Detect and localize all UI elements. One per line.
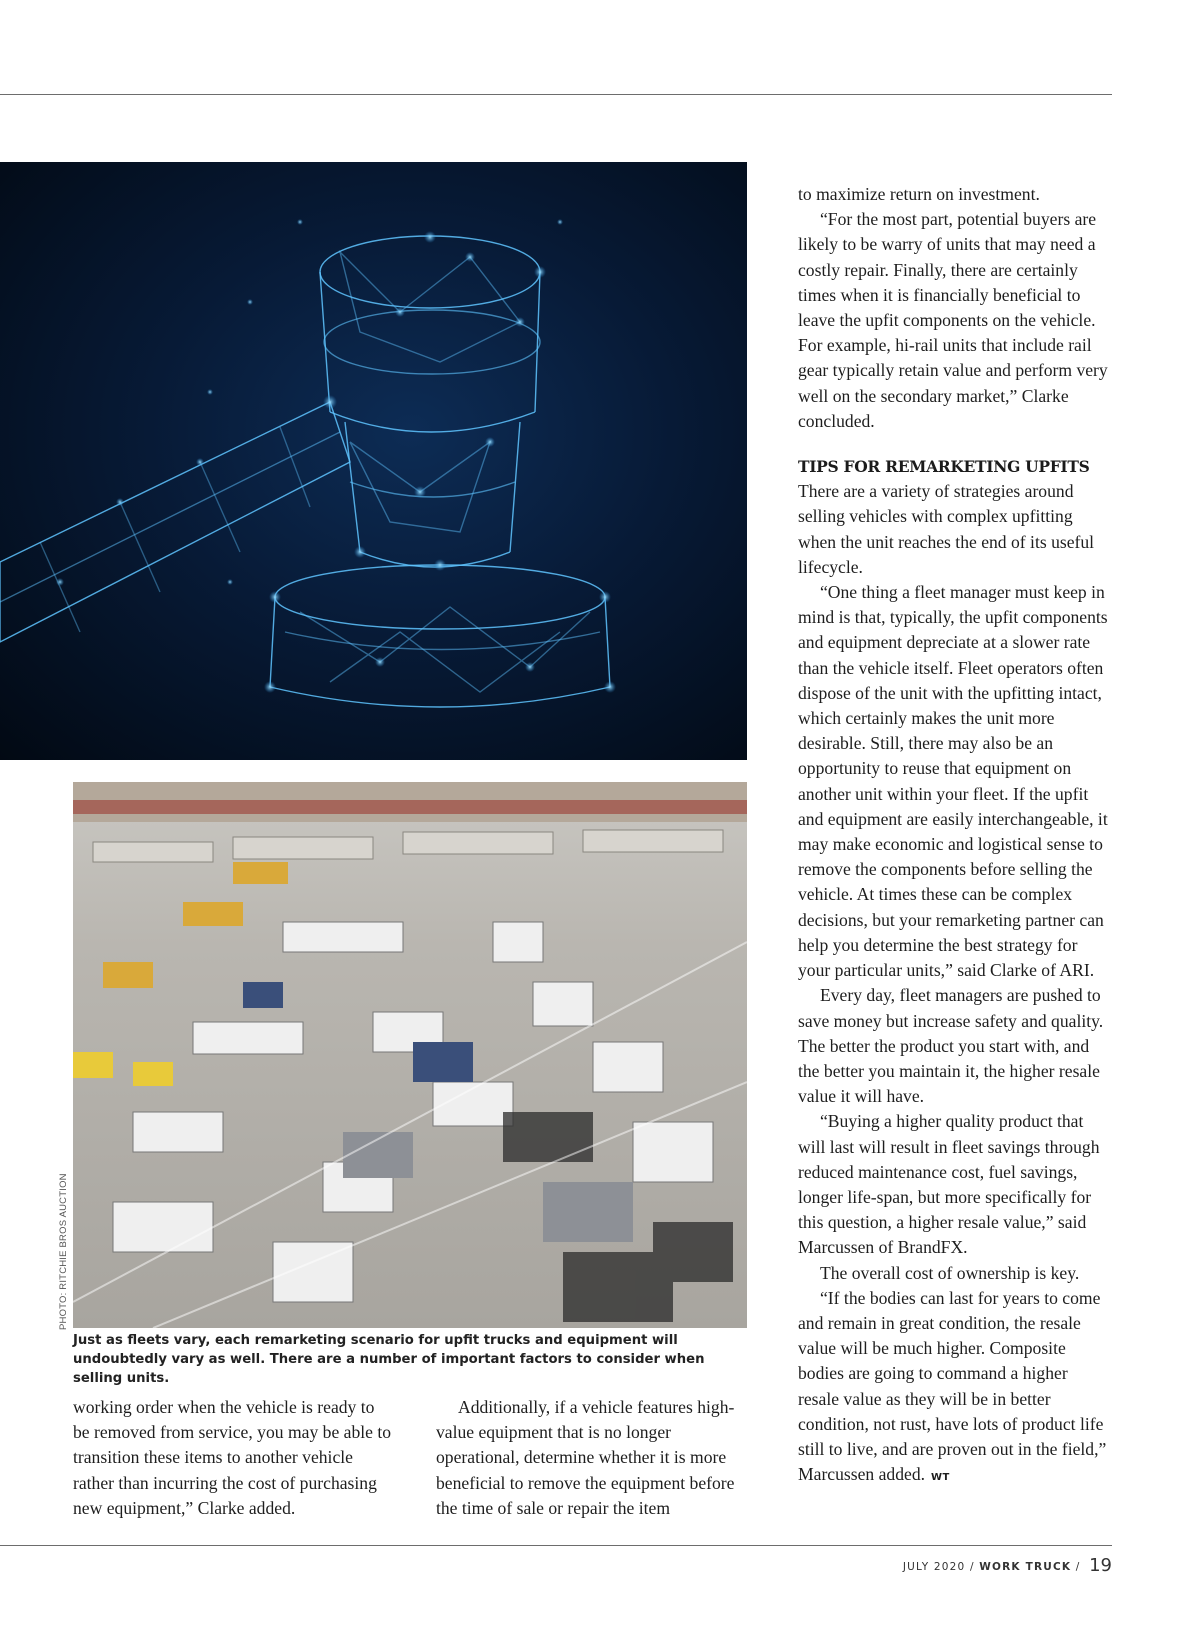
right-paragraph-6: “Buying a higher quality product that will last will result in fleet savings through reduced maintenance cost, fuel savings, longer life-span, but more specifically for this question, a higher resale value,” said Marcussen of BrandFX.	[798, 1111, 1100, 1258]
footer-separator: /	[969, 1561, 975, 1573]
left-column	[73, 1395, 393, 1521]
page-number: 19	[1089, 1555, 1112, 1576]
section-heading: TIPS FOR REMARKETING UPFITS	[798, 457, 1090, 477]
right-paragraph-7: The overall cost of ownership is key.	[820, 1262, 1080, 1283]
footer-publication: WORK TRUCK	[979, 1561, 1072, 1573]
top-rule	[0, 94, 1112, 95]
left-paragraph: working order when the vehicle is ready to be removed from service, you may be able to transition these items to another vehicle rather than incurring the cost of purchasing new equipment,” Clarke added.	[73, 1397, 392, 1518]
right-column	[798, 182, 1112, 1490]
middle-column	[436, 1395, 746, 1521]
photo-credit: PHOTO: RITCHIE BROS AUCTION	[58, 1173, 69, 1330]
right-paragraph-2: “For the most part, potential buyers are likely to be warry of units that may need a costly repair. Finally, there are certainly times when it is financially beneficial to leave the upfit components on the vehicle. For example, hi-rail units that include rail gear typically retain value and perform very well on the secondary market,” Clarke concluded.	[798, 209, 1108, 431]
right-paragraph-4: “One thing a fleet manager must keep in mind is that, typically, the upfit components and equipment depreciate at a slower rate than the vehicle itself. Fleet operators often dispose of the unit with the upfitting intact, which certainly makes the unit more desirable. Still, there may also be an opportunity to reuse that equipment on another unit within your fleet. If the upfit and equipment are easily interchangeable, it may make economic and logistical sense to remove the components before selling the vehicle. At times these can be complex decisions, but your remarketing partner can help you determine the best strategy for your particular units,” said Clarke of ARI.	[798, 582, 1108, 981]
bottom-rule	[0, 1545, 1112, 1546]
end-mark: WT	[931, 1472, 950, 1484]
middle-paragraph: Additionally, if a vehicle features high-value equipment that is no longer operational, determine whether it is more beneficial to remove the equipment before the time of sale or repair the item	[436, 1397, 735, 1518]
right-paragraph-8	[798, 1286, 1112, 1491]
right-paragraph-5: Every day, fleet managers are pushed to save money but increase safety and quality. The better the product you start with, and the better you maintain it, the higher resale value it will have.	[798, 985, 1104, 1107]
footer-date: JULY 2020	[902, 1561, 966, 1573]
right-paragraph-1: to maximize return on investment.	[798, 184, 1040, 204]
right-paragraph-8-text: “If the bodies can last for years to come and remain in great condition, the resale value will be much higher. Composite bodies are going to command a higher resale value as they will be in better condition, not rust, have lots of product life still to live, and are proven out in the field,” Marcussen added.	[798, 1287, 1107, 1485]
truck-auction-lot-photo	[73, 782, 747, 1328]
truck-lot-scene	[73, 782, 747, 1328]
footer-separator-2: /	[1075, 1561, 1081, 1573]
photo-caption: Just as fleets vary, each remarketing scenario for upfit trucks and equipment will undoubtedly vary as well. There are a number of important factors to consider when selling units.	[73, 1333, 705, 1386]
gavel-network-illustration	[0, 162, 747, 760]
gavel-illustration	[0, 162, 747, 760]
page-footer	[903, 1554, 1112, 1575]
right-paragraph-3: There are a variety of strategies around selling vehicles with complex upfitting when the unit reaches the end of its useful lifecycle.	[798, 481, 1095, 577]
